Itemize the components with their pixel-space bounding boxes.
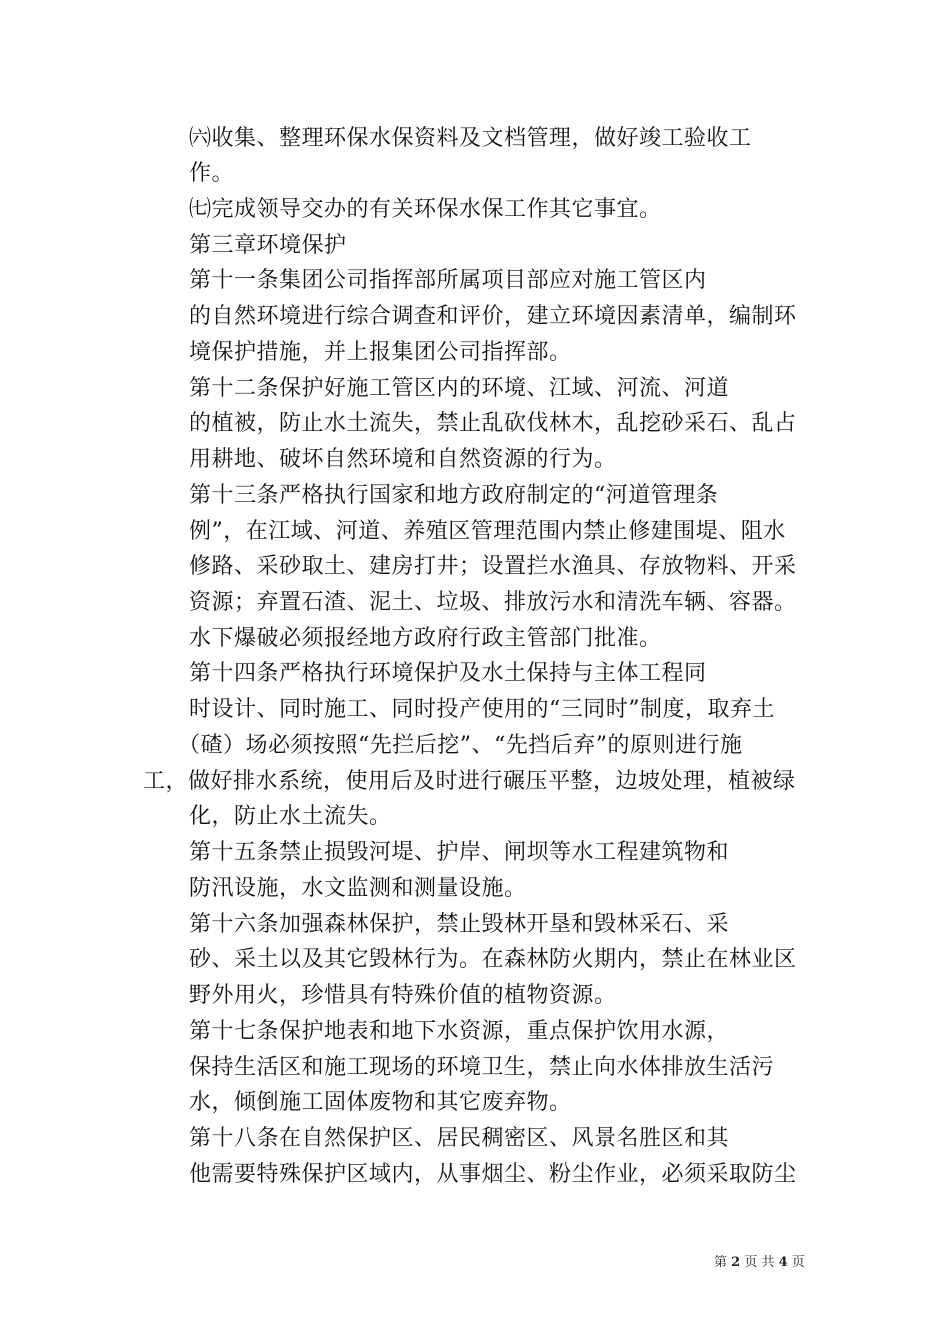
text-line: 他需要特殊保护区域内，从事烟尘、粉尘作业，必须采取防尘 <box>189 1162 797 1187</box>
text-line: 境保护措施，并上报集团公司指挥部。 <box>189 340 572 365</box>
footer-suffix: 页 <box>791 1255 805 1270</box>
text-line: 第十六条加强森林保护，禁止毁林开垦和毁林采石、采 <box>189 912 730 937</box>
text-line: 第十五条禁止损毁河堤、护岸、闸坝等水工程建筑物和 <box>189 840 730 865</box>
text-line: 第十二条保护好施工管区内的环境、江域、河流、河道 <box>189 376 730 401</box>
text-line: 资源；弃置石渣、泥土、垃圾、排放污水和清洗车辆、容器。 <box>189 590 797 615</box>
footer-middle: 页 共 <box>744 1255 775 1270</box>
total-page-number: 4 <box>778 1255 788 1270</box>
text-line: 的植被，防止水土流失，禁止乱砍伐林木，乱挖砂采石、乱占 <box>189 411 797 436</box>
text-line: 用耕地、破坏自然环境和自然资源的行为。 <box>189 447 617 472</box>
text-line: 化，防止水土流失。 <box>189 804 392 829</box>
page-number-footer <box>714 1251 805 1270</box>
text-line: 修路、采砂取土、建房打井；设置拦水渔具、存放物料、开采 <box>189 554 797 579</box>
chapter-heading: 第三章环境保护 <box>189 233 347 258</box>
text-line: 作。 <box>189 161 235 186</box>
text-line: ㈥收集、整理环保水保资料及文档管理，做好竣工验收工 <box>189 126 752 151</box>
text-line: 野外用火，珍惜具有特殊价值的植物资源。 <box>189 983 617 1008</box>
text-line: 防汛设施，水文监测和测量设施。 <box>189 876 527 901</box>
text-line: 时设计、同时施工、同时投产使用的“三同时”制度，取弃土 <box>189 697 775 722</box>
text-line: 砂、采土以及其它毁林行为。在森林防火期内，禁止在林业区 <box>189 947 797 972</box>
text-line: 水下爆破必须报经地方政府行政主管部门批准。 <box>189 626 662 651</box>
text-line: 的自然环境进行综合调查和评价，建立环境因素清单，编制环 <box>189 304 797 329</box>
text-line: 第十八条在自然保护区、居民稠密区、风景名胜区和其 <box>189 1126 730 1151</box>
text-line: （碴）场必须按照“先拦后挖”、“先挡后弃”的原则进行施 <box>178 733 743 758</box>
text-line: 水，倾倒施工固体废物和其它废弃物。 <box>189 1090 572 1115</box>
text-line: 第十七条保护地表和地下水资源，重点保护饮用水源， <box>189 1019 730 1044</box>
text-line: 工，做好排水系统，使用后及时进行碾压平整，边坡处理，植被绿 <box>143 769 796 794</box>
text-line: 第十一条集团公司指挥部所属项目部应对施工管区内 <box>189 268 707 293</box>
current-page-number: 2 <box>731 1255 741 1270</box>
text-line: 保持生活区和施工现场的环境卫生，禁止向水体排放生活污 <box>189 1055 775 1080</box>
text-line: 第十四条严格执行环境保护及水土保持与主体工程同 <box>189 661 707 686</box>
text-line: ㈦完成领导交办的有关环保水保工作其它事宜。 <box>189 197 662 222</box>
text-line: 例”，在江域、河道、养殖区管理范围内禁止修建围堤、阻水 <box>189 519 786 544</box>
footer-prefix: 第 <box>714 1255 728 1270</box>
text-line: 第十三条严格执行国家和地方政府制定的“河道管理条 <box>189 483 719 508</box>
